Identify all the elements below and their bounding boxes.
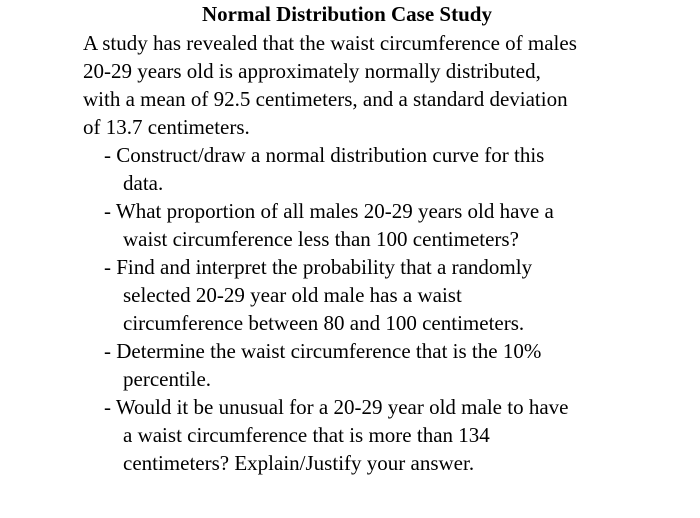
bullet-dash: - <box>104 339 117 363</box>
question-item-unusual <box>104 393 684 477</box>
bullet-dash: - <box>104 143 117 167</box>
question-line <box>104 393 684 421</box>
question-line: selected 20-29 year old male has a waist <box>123 283 462 307</box>
question-line: a waist circumference that is more than 134 <box>123 423 490 447</box>
question-text: Determine the waist circumference that is the 10% <box>116 339 542 363</box>
intro-line: 20-29 years old is approximately normally distributed, <box>83 59 541 83</box>
question-item-percentile <box>104 337 684 393</box>
bullet-dash: - <box>104 255 117 279</box>
question-line: data. <box>123 171 164 195</box>
question-item-proportion <box>104 197 684 253</box>
intro-line: A study has revealed that the waist circumference of males <box>83 31 577 55</box>
question-text: Would it be unusual for a 20-29 year old male to have <box>115 395 569 419</box>
question-list <box>104 141 684 477</box>
question-line <box>104 197 684 225</box>
intro-paragraph <box>83 29 683 141</box>
question-line: percentile. <box>123 367 212 391</box>
question-text: Construct/draw a normal distribution curve for this <box>116 143 545 167</box>
question-line: waist circumference less than 100 centimeters? <box>123 227 519 251</box>
question-line <box>104 337 684 365</box>
bullet-dash: - <box>104 395 116 419</box>
question-text: What proportion of all males 20-29 years old have a <box>115 199 554 223</box>
question-line: centimeters? Explain/Justify your answer. <box>123 451 475 475</box>
intro-line: of 13.7 centimeters. <box>83 115 250 139</box>
bullet-dash: - <box>104 199 116 223</box>
question-line <box>104 253 684 281</box>
question-text: Find and interpret the probability that a randomly <box>116 255 533 279</box>
question-line: circumference between 80 and 100 centimeters. <box>123 311 525 335</box>
intro-line: with a mean of 92.5 centimeters, and a standard deviation <box>83 87 568 111</box>
question-item-construct-curve <box>104 141 684 197</box>
document-title: Normal Distribution Case Study <box>202 2 492 26</box>
question-line <box>104 141 684 169</box>
question-item-probability <box>104 253 684 337</box>
